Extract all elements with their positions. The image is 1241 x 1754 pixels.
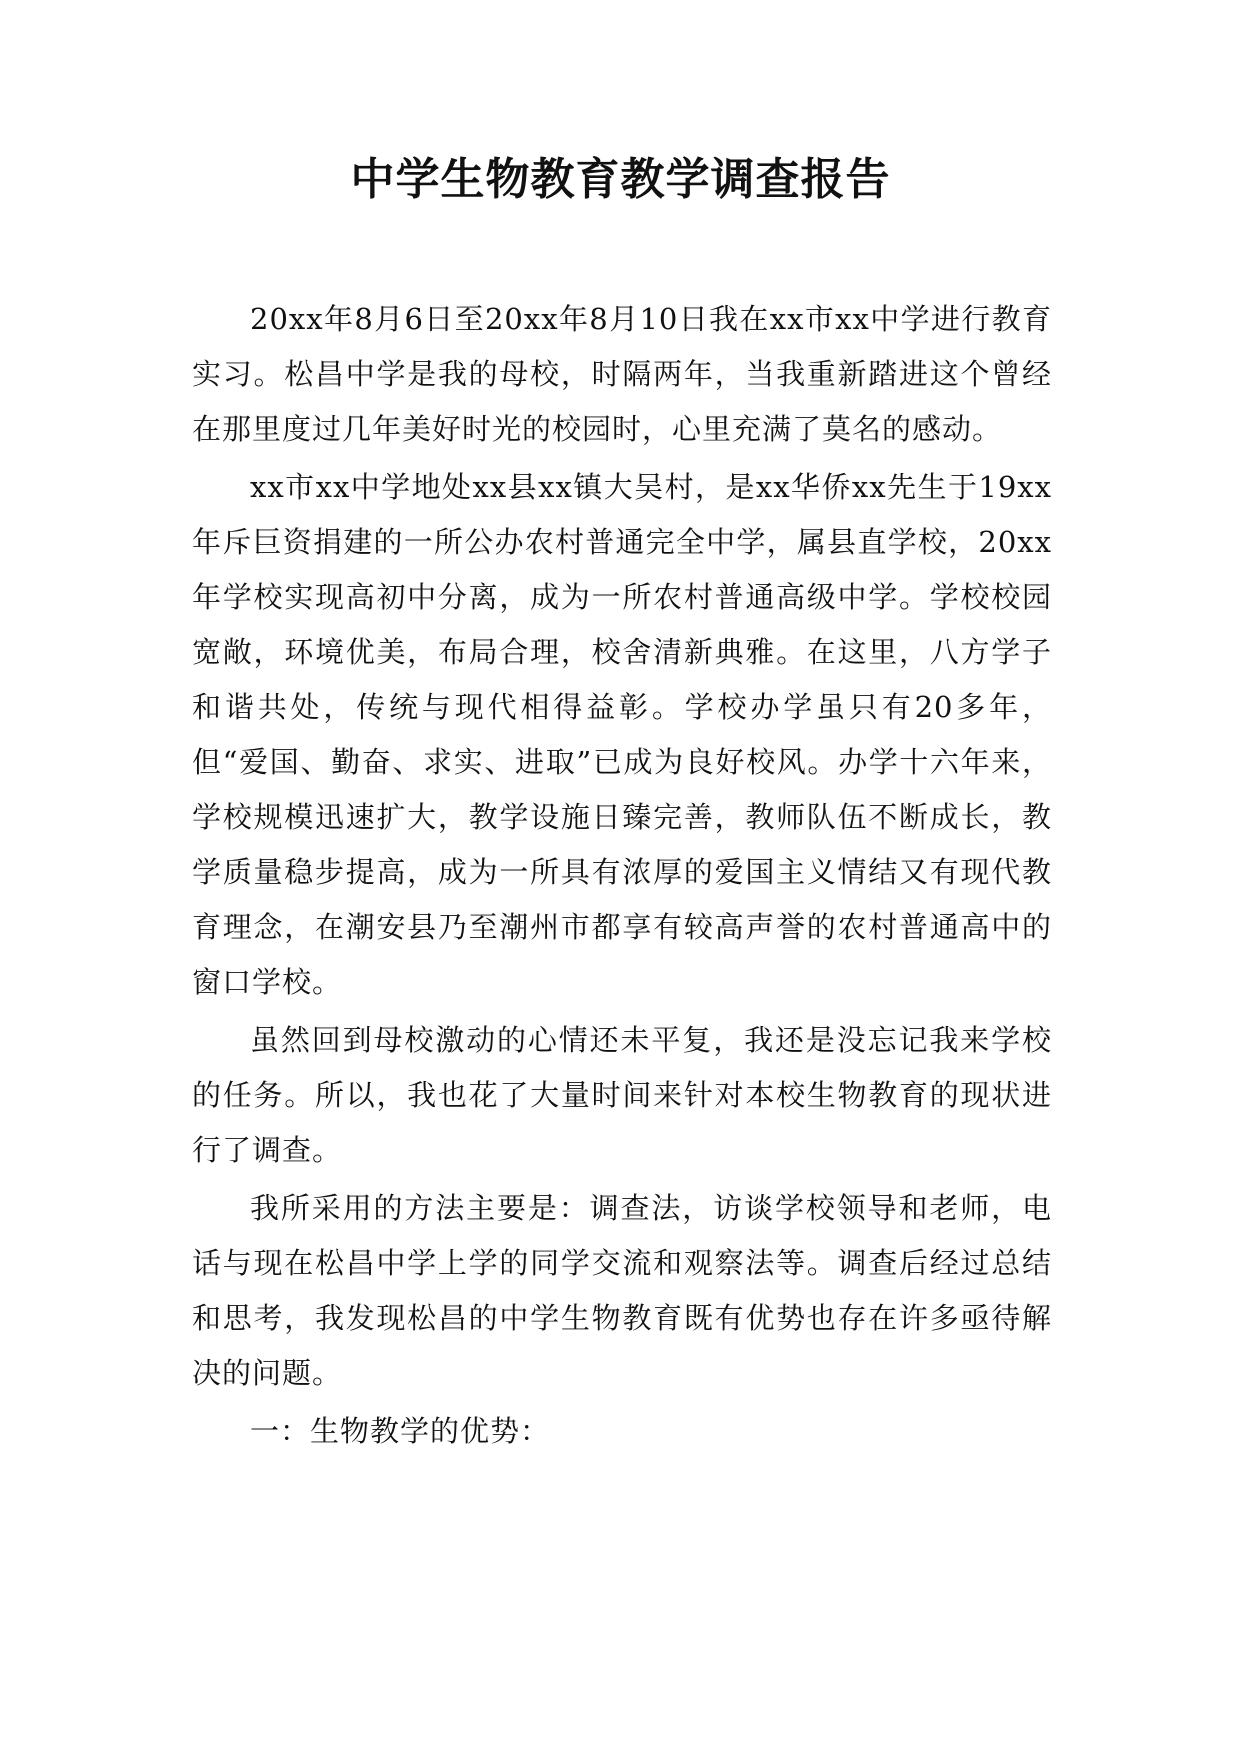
document-body bbox=[192, 292, 1052, 1459]
paragraph-school-description: xx市xx中学地处xx县xx镇大吴村，是xx华侨xx先生于19xx年斥巨资捐建的一所公办农村普通完全中学，属县直学校，20xx年学校实现高初中分离，成为一所农村普通高级中学。学校校园宽敞，环境优美，布局合理，校舍清新典雅。在这里，八方学子和谐共处，传统与现代相得益彰。学校办学虽只有20多年，但“爱国、勤奋、求实、进取”已成为良好校风。办学十六年来，学校规模迅速扩大，教学设施日臻完善，教师队伍不断成长，教学质量稳步提高，成为一所具有浓厚的爱国主义情结又有现代教育理念，在潮安县乃至潮州市都享有较高声誉的农村普通高中的窗口学校。 bbox=[192, 470, 1052, 999]
paragraph-survey-methods: 我所采用的方法主要是：调查法，访谈学校领导和老师，电话与现在松昌中学上学的同学交流和观察法等。调查后经过总结和思考，我发现松昌的中学生物教育既有优势也存在许多亟待解决的问题。 bbox=[192, 1191, 1052, 1390]
paragraph-survey-purpose: 虽然回到母校激动的心情还未平复，我还是没忘记我来学校的任务。所以，我也花了大量时间来针对本校生物教育的现状进行了调查。 bbox=[192, 1023, 1052, 1167]
section-heading-advantages: 一：生物教学的优势： bbox=[250, 1414, 551, 1448]
paragraph-internship-intro: 20xx年8月6日至20xx年8月10日我在xx市xx中学进行教育实习。松昌中学是我的母校，时隔两年，当我重新踏进这个曾经在那里度过几年美好时光的校园时，心里充满了莫名的感动。 bbox=[192, 302, 1052, 446]
document-title: 中学生物教育教学调查报告 bbox=[350, 154, 891, 205]
